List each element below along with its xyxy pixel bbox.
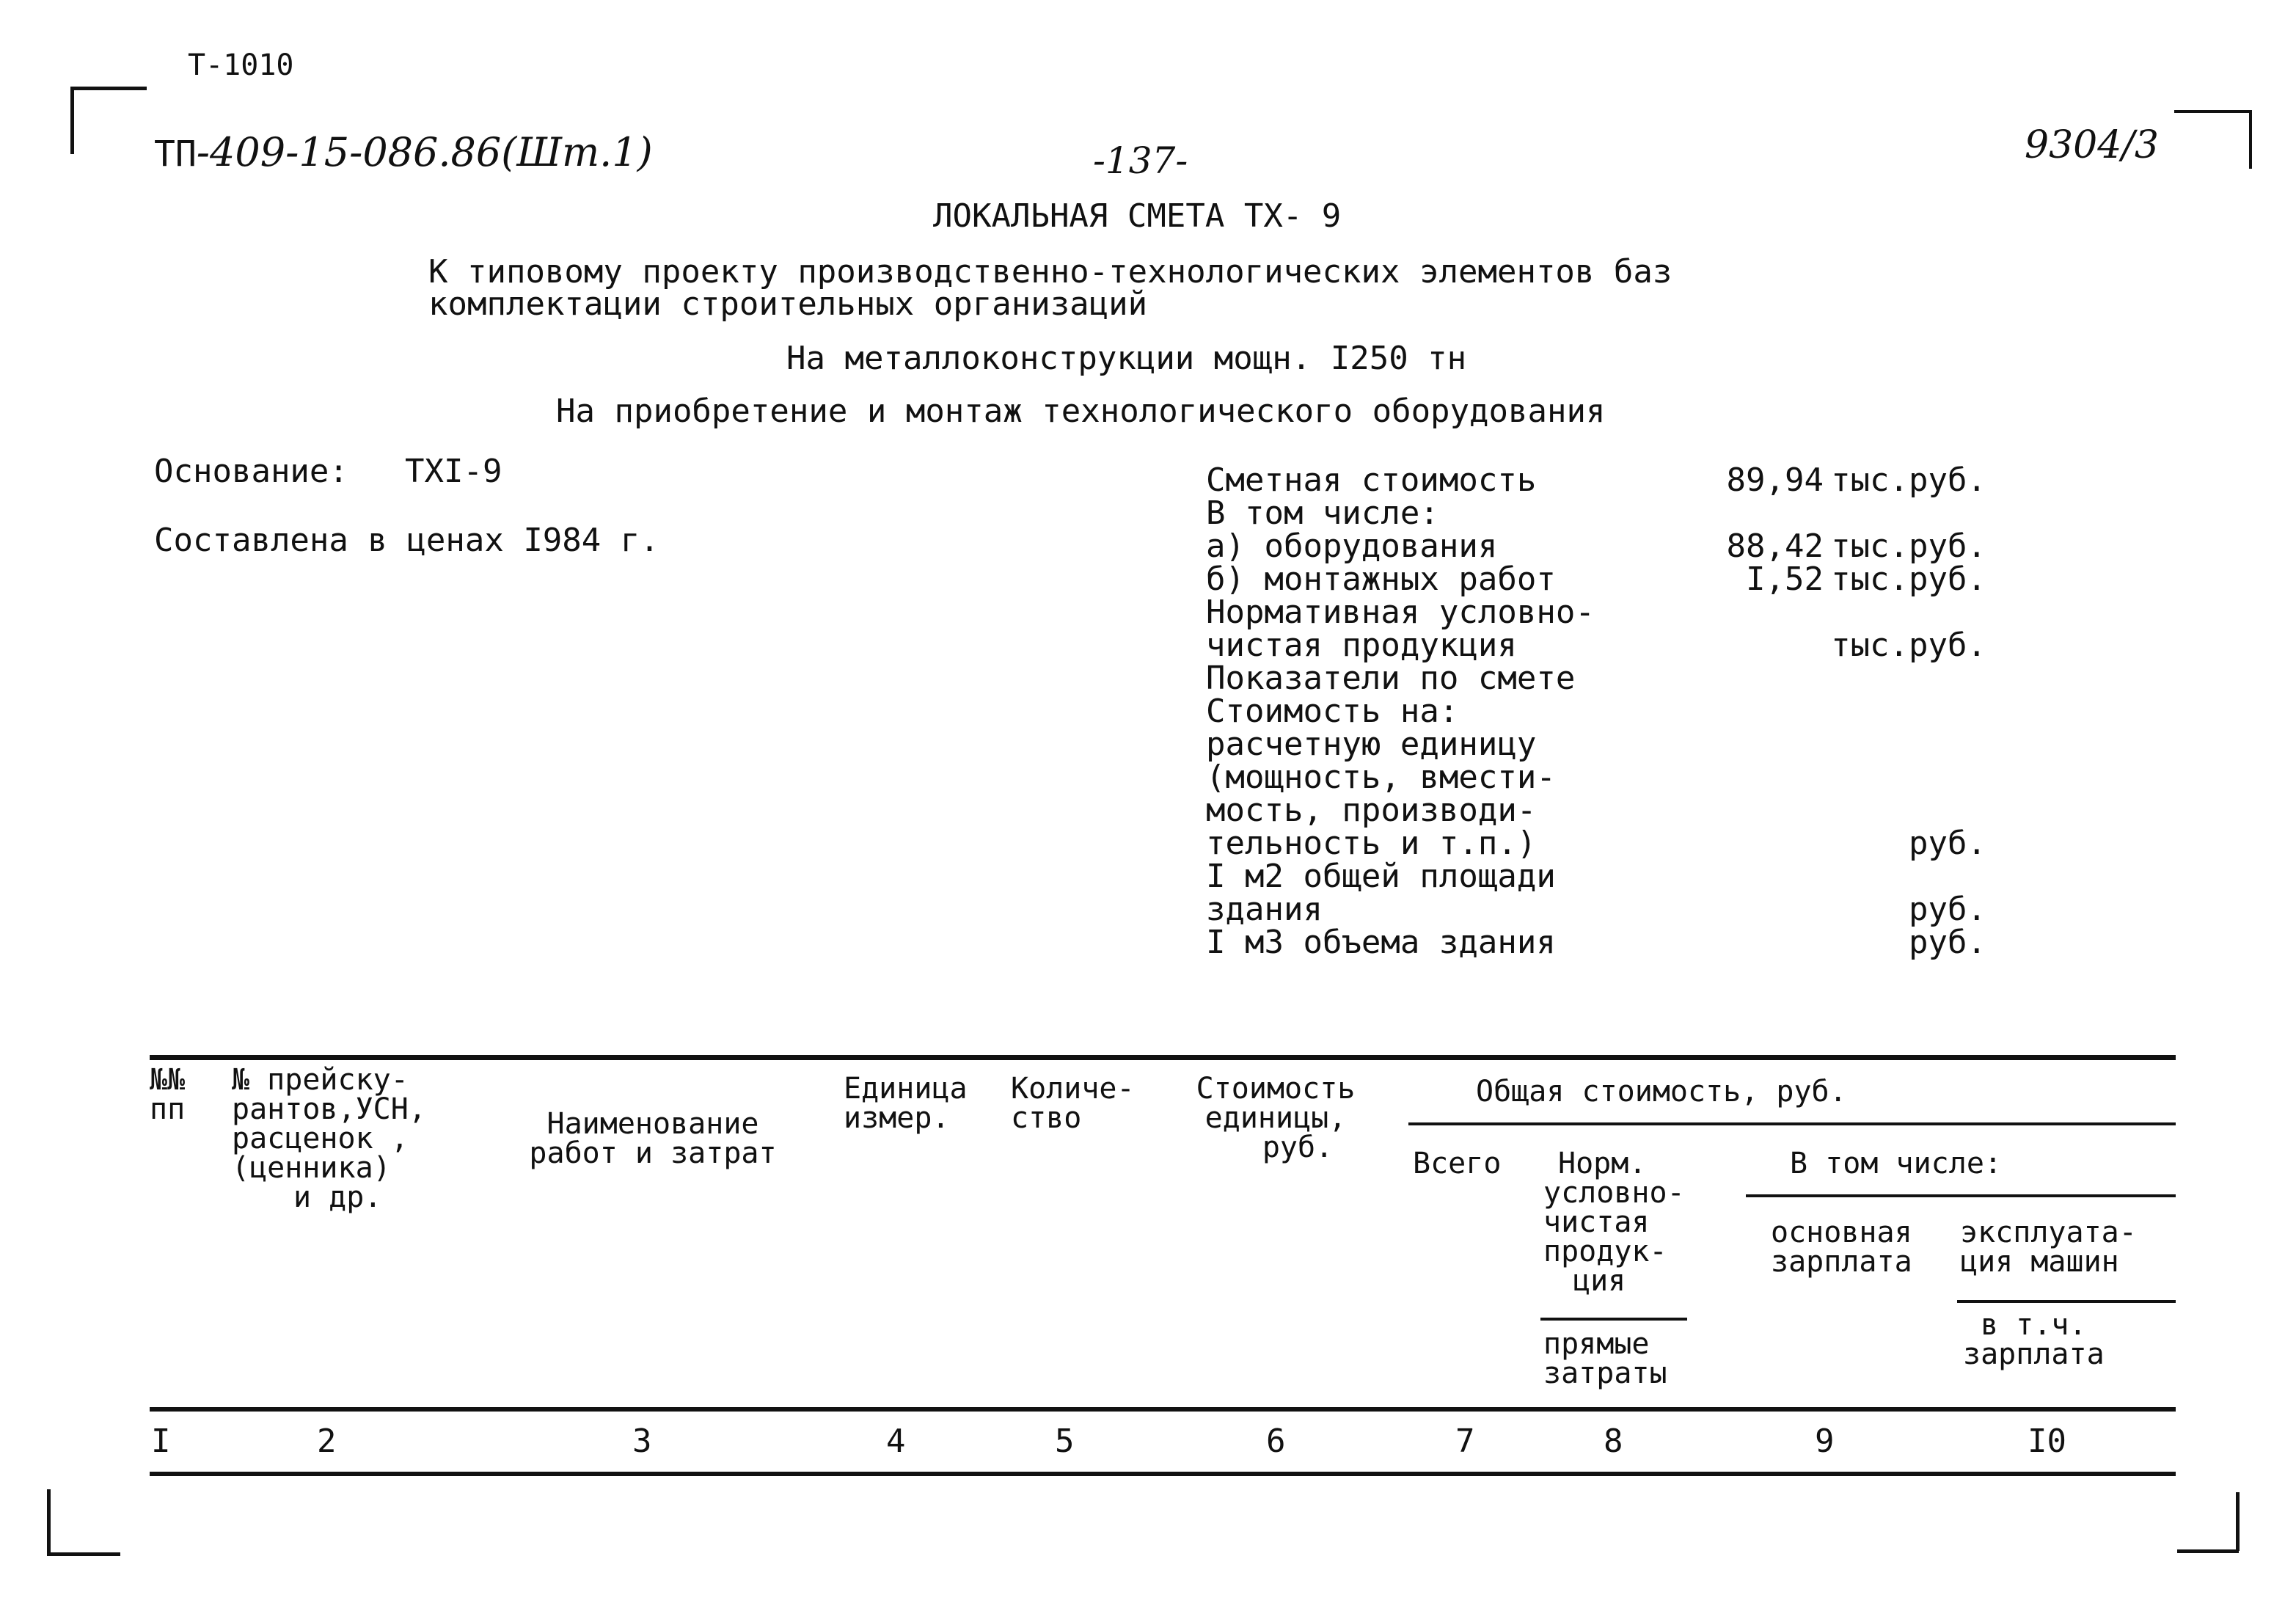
- corner-mark-top-right-v: [2249, 110, 2252, 169]
- numbers-bottom-rule: [150, 1472, 2176, 1476]
- summary-label: I м3 объема здания: [1206, 924, 1556, 961]
- page-number: -137-: [1093, 139, 1188, 182]
- project-reference: [154, 129, 653, 175]
- column-number-9: 9: [1815, 1423, 1835, 1460]
- document-code: Т-1010: [188, 48, 294, 82]
- column-number-1: I: [151, 1423, 171, 1460]
- summary-row: [1206, 662, 2013, 695]
- summary-label: мость, производи-: [1206, 792, 1537, 829]
- summary-row: [1206, 560, 2013, 598]
- summary-unit: руб.: [1909, 924, 1986, 961]
- table-top-rule: [150, 1055, 2176, 1060]
- header-col-10-sub: в т.ч. зарплата: [1963, 1308, 2105, 1371]
- project-part: (Шт.1): [501, 129, 653, 175]
- cost-summary: [1206, 461, 2013, 961]
- corner-mark-top-left-v: [70, 87, 74, 154]
- total-cost-rule: [1408, 1122, 2176, 1125]
- header-col-9: основная зарплата: [1771, 1216, 1912, 1279]
- header-including: В том числе:: [1790, 1147, 2002, 1180]
- column-number-7: 7: [1455, 1423, 1475, 1460]
- summary-unit: тыс.руб.: [1831, 627, 1986, 664]
- title-line-3: На металлоконструкции мощн. I250 тн: [786, 340, 1467, 377]
- summary-row: [1206, 629, 2013, 662]
- summary-value: 88,42: [1726, 527, 1824, 565]
- summary-row: [1206, 893, 2013, 926]
- summary-row: [1206, 794, 2013, 827]
- summary-unit: руб.: [1909, 891, 1986, 928]
- header-bottom-rule: [150, 1407, 2176, 1412]
- summary-label: б) монтажных работ: [1206, 560, 1556, 598]
- summary-row: [1206, 596, 2013, 629]
- summary-label: расчетную единицу: [1206, 726, 1537, 763]
- summary-row: [1206, 461, 2013, 499]
- summary-label: (мощность, вмести-: [1206, 759, 1556, 796]
- header-col-8-bottom: прямые затраты: [1543, 1327, 1667, 1390]
- summary-value: 89,94: [1726, 461, 1824, 499]
- summary-label: В том числе:: [1206, 494, 1439, 532]
- column-number-10: I0: [2028, 1423, 2066, 1460]
- basis-label: Основание:: [154, 453, 348, 490]
- column-number-3: 3: [632, 1423, 652, 1460]
- summary-label: Стоимость на:: [1206, 693, 1459, 730]
- header-col-10: эксплуата- ция машин: [1960, 1216, 2137, 1279]
- project-prefix: ТП: [154, 134, 197, 175]
- corner-mark-top-left-h: [70, 87, 147, 90]
- header-col-3: Наименование работ и затрат: [529, 1107, 777, 1170]
- summary-label: I м2 общей площади: [1206, 858, 1556, 895]
- summary-label: а) оборудования: [1206, 527, 1498, 565]
- project-number: -409-15-086.86: [196, 129, 502, 175]
- header-col-7: Всего: [1413, 1147, 1502, 1180]
- column-number-5: 5: [1055, 1423, 1075, 1460]
- corner-mark-bottom-left-h: [47, 1552, 120, 1556]
- summary-unit: руб.: [1909, 825, 1986, 862]
- summary-value: I,52: [1746, 560, 1824, 598]
- title-line-2: комплектации строительных организаций: [428, 285, 1148, 323]
- summary-unit: тыс.руб.: [1831, 527, 1986, 565]
- header-col-6: Стоимость единицы, руб.: [1196, 1072, 1356, 1164]
- summary-row: [1206, 761, 2013, 794]
- summary-unit: тыс.руб.: [1831, 461, 1986, 499]
- corner-mark-bottom-right-v: [2236, 1492, 2240, 1551]
- col8-split-rule: [1540, 1318, 1687, 1321]
- summary-label: тельность и т.п.): [1206, 825, 1537, 862]
- summary-row: [1206, 728, 2013, 761]
- col10-split-rule: [1957, 1300, 2176, 1303]
- summary-label: здания: [1206, 891, 1323, 928]
- document-title: ЛОКАЛЬНАЯ СМЕТА ТХ- 9: [933, 197, 1342, 235]
- sheet-reference: 9304/3: [2025, 123, 2159, 167]
- column-number-2: 2: [317, 1423, 337, 1460]
- basis-value: ТХI-9: [405, 453, 502, 490]
- summary-row: [1206, 527, 2013, 565]
- summary-unit: тыс.руб.: [1831, 560, 1986, 598]
- title-line-4: На приобретение и монтаж технологического оборудования: [556, 392, 1606, 430]
- summary-row: [1206, 827, 2013, 860]
- column-number-8: 8: [1604, 1423, 1623, 1460]
- prices-note: Составлена в ценах I984 г.: [154, 522, 659, 559]
- summary-row: [1206, 926, 2013, 959]
- summary-label: чистая продукция: [1206, 627, 1517, 664]
- column-number-6: 6: [1266, 1423, 1286, 1460]
- summary-label: Показатели по смете: [1206, 660, 1576, 697]
- including-rule: [1746, 1194, 2176, 1197]
- header-col-5: Количе- ство: [1011, 1072, 1135, 1135]
- column-number-4: 4: [886, 1423, 906, 1460]
- corner-mark-bottom-right-h: [2177, 1549, 2239, 1553]
- summary-row: [1206, 494, 2013, 532]
- title-line-1: К типовому проекту производственно-технологических элементов баз: [428, 253, 1672, 291]
- corner-mark-bottom-left-v: [47, 1489, 51, 1555]
- header-col-1: №№ пп: [150, 1063, 186, 1126]
- corner-mark-top-right-h: [2174, 110, 2251, 113]
- summary-label: Сметная стоимость: [1206, 461, 1537, 499]
- header-col-4: Единица измер.: [844, 1072, 968, 1135]
- header-total-cost: Общая стоимость, руб.: [1476, 1075, 1847, 1109]
- summary-label: Нормативная условно-: [1206, 594, 1595, 631]
- summary-row: [1206, 860, 2013, 893]
- header-col-8-top: Норм. условно- чистая продук- ция: [1543, 1147, 1685, 1298]
- header-col-2: № прейску- рантов,УСН, расценок , (ценника) и др.: [232, 1063, 426, 1214]
- summary-row: [1206, 695, 2013, 728]
